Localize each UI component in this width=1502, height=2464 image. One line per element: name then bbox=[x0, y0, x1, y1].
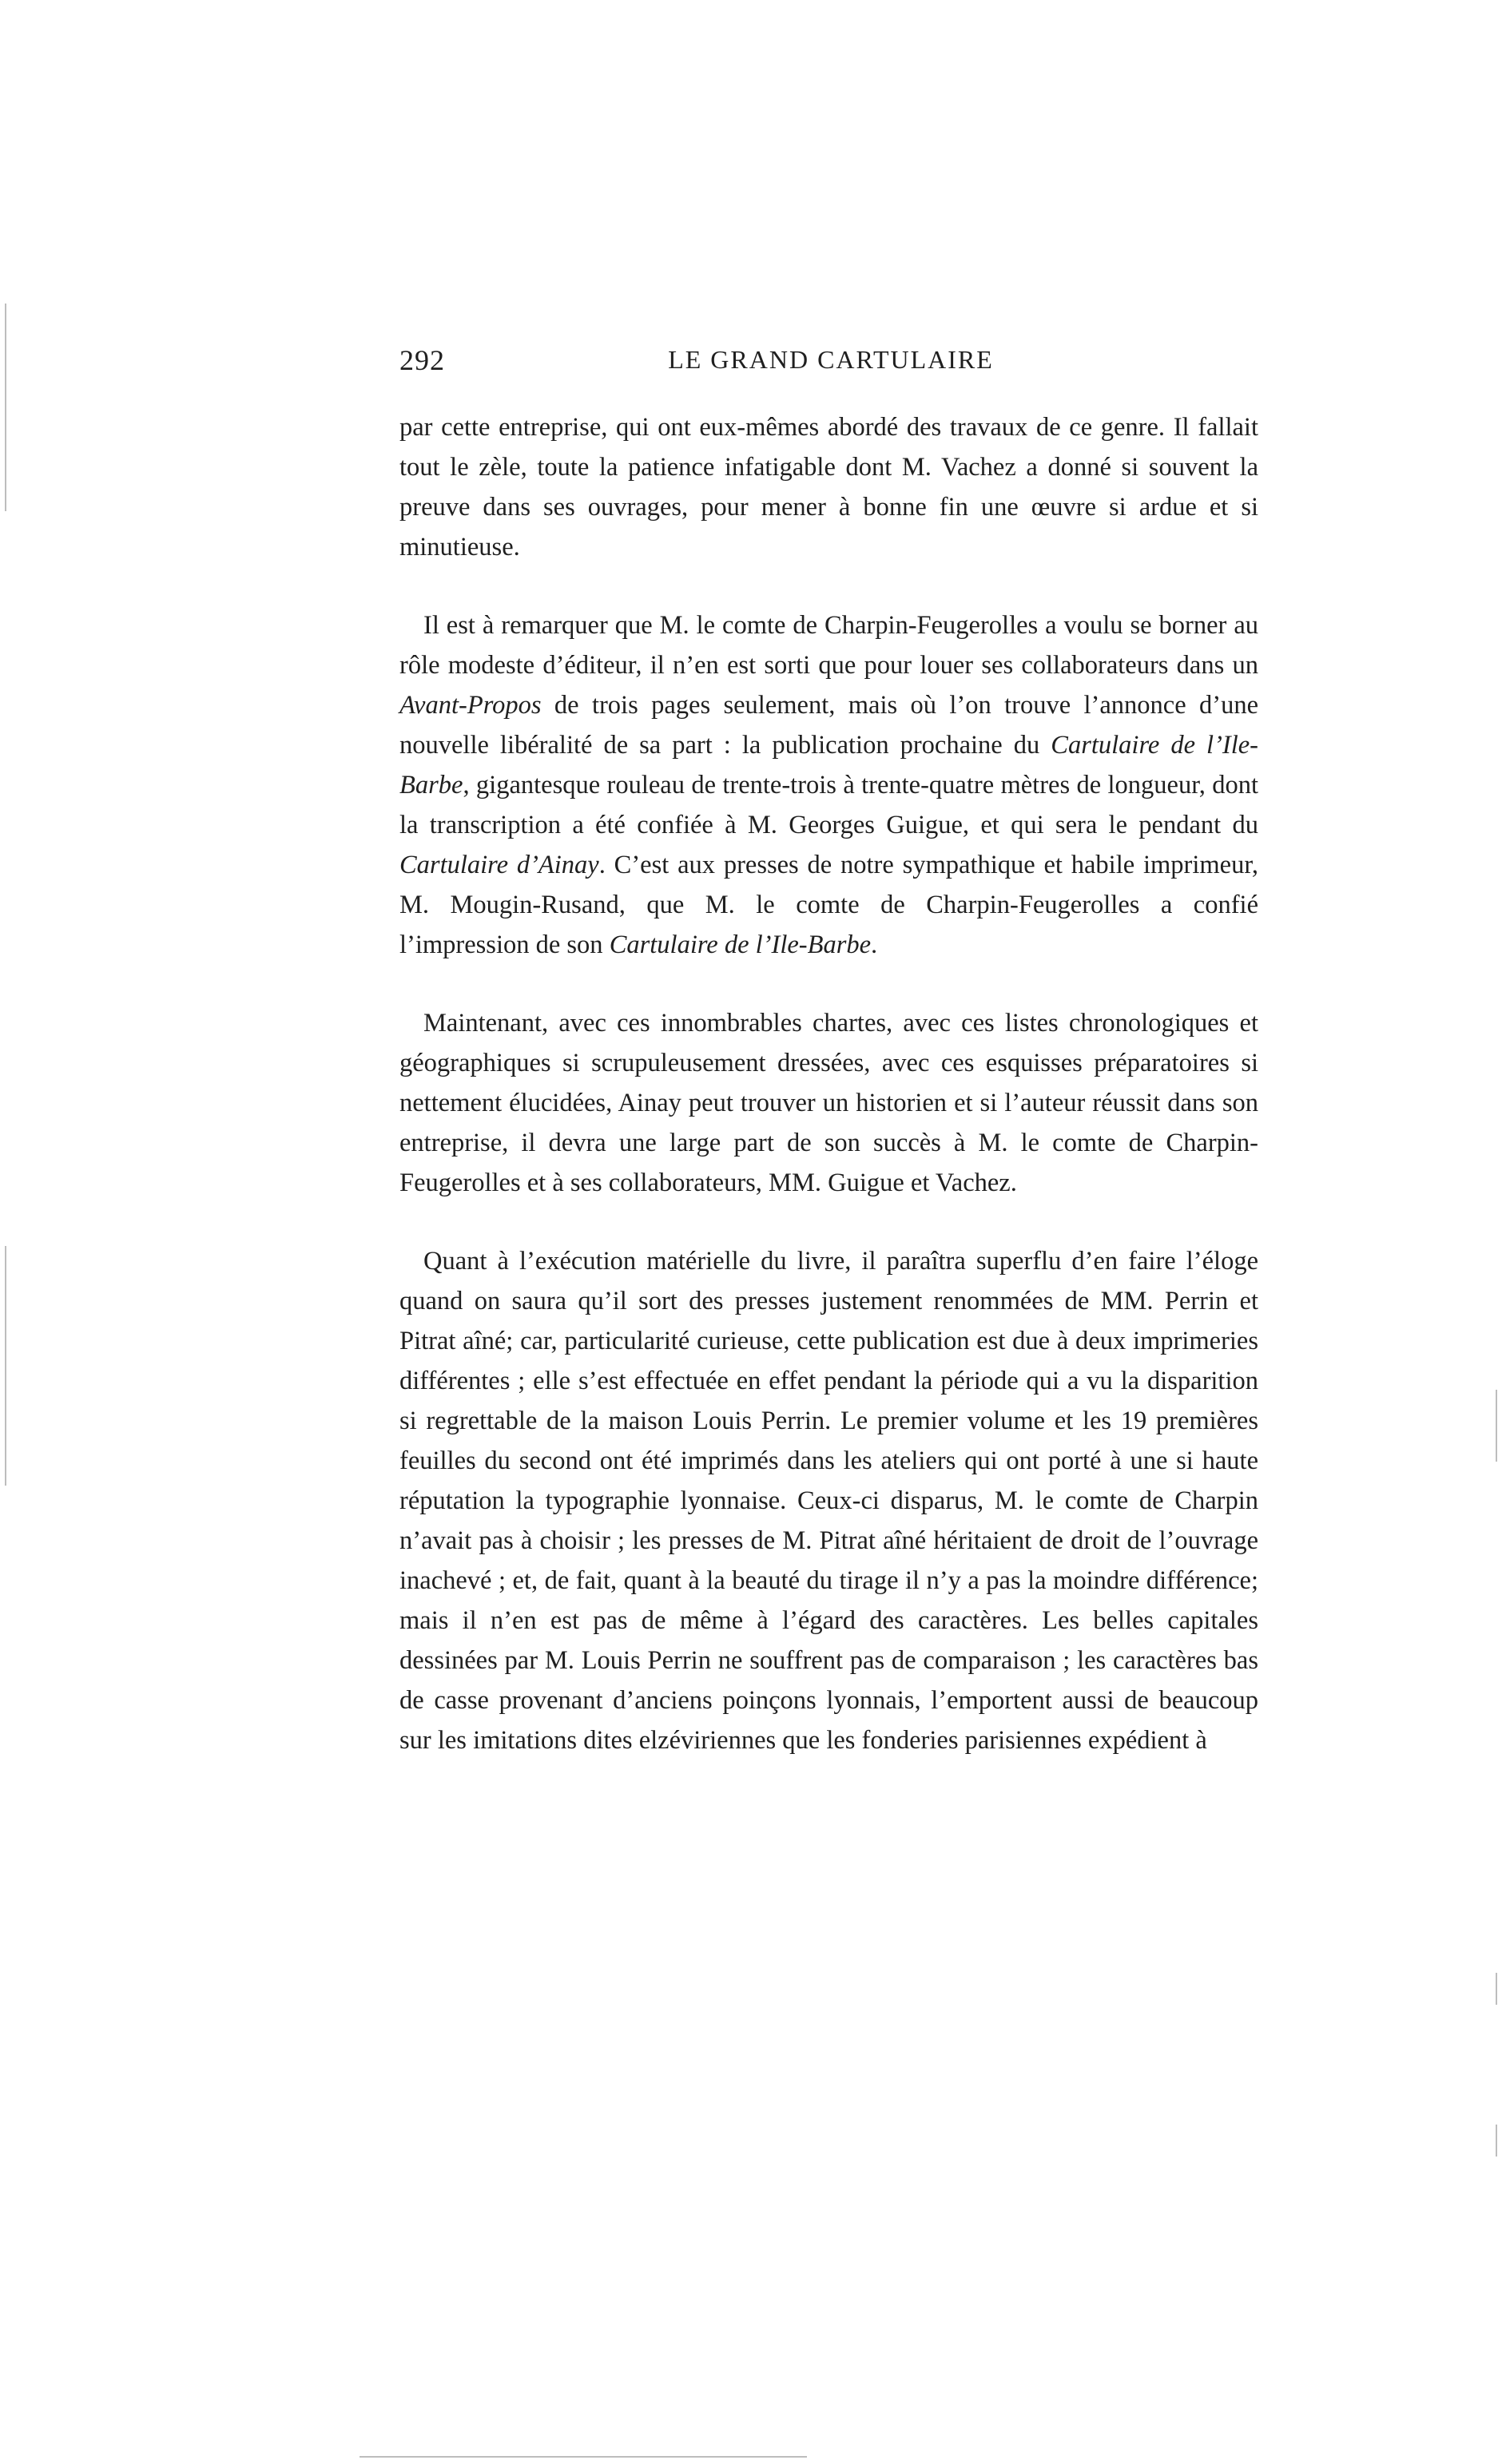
scan-edge-mark bbox=[5, 304, 6, 511]
paragraph bbox=[399, 407, 1258, 567]
paragraph-text: par cette entreprise, qui ont eux-mêmes abordé des travaux de ce genre. Il fallait tout le zèle, toute la patience infatigable dont M. Vachez a donné si souvent la preuve dans ses ouvrages, pour mener à bonne fin une œuvre si ardue et si minutieuse. bbox=[399, 413, 1258, 561]
paragraph-text: Il est à remarquer que M. le comte de Charpin-Feugerolles a voulu se borner au rôle modeste d’éditeur, il n’en est sorti que pour louer ses collaborateurs dans un bbox=[399, 611, 1258, 680]
paragraph-text: de trois pages seulement, mais où l’on trouve l’annonce d’une nouvelle libéralité de sa part : la publication prochaine du bbox=[399, 691, 1258, 760]
running-title: LE GRAND CARTULAIRE bbox=[668, 345, 994, 374]
paragraph bbox=[399, 1241, 1258, 1760]
scan-edge-mark bbox=[1496, 1390, 1497, 1462]
paragraph-text: Quant à l’exécution matérielle du livre, il paraîtra superflu d’en faire l’éloge quand on saura qu’il sort des presses justement renommées de MM. Perrin et Pitrat aîné; car, particularité curieuse, cette publication est due à deux imprimeries différentes ; elle s’est effectuée en effet pendant la période qui a vu la disparition si regrettable de la maison Louis Perrin. Le premier volume et les 19 premières feuilles du second ont été imprimés dans les ateliers qui ont porté à une si haute réputation la typographie lyonnaise. Ceux-ci disparus, M. le comte de Charpin n’avait pas à choisir ; les presses de M. Pitrat aîné héritaient de droit de l’ouvrage inachevé ; et, de fait, quant à la beauté du tirage il n’y a pas la moindre différence; mais il n’en est pas de même à l’égard des caractères. Les belles capitales dessinées par M. Louis Perrin ne souffrent pas de comparaison ; les caractères bas de casse provenant d’anciens poinçons lyonnais, l’emportent aussi de beaucoup sur les imitations dites elzéviriennes que les fonderies parisiennes expédient à bbox=[399, 1247, 1258, 1755]
paragraph-text: . C’est aux presses de notre sympathique et habile imprimeur, M. Mougin-Rusand, que M. le comte de Charpin-Feugerolles a confié l’impression de son bbox=[399, 851, 1258, 959]
body-text bbox=[399, 407, 1258, 1799]
paragraph-text: Maintenant, avec ces innombrables chartes, avec ces listes chronologiques et géographiques si scrupuleusement dressées, avec ces esquisses préparatoires si nettement élucidées, Ainay peut trouver un historien et si l’auteur réussit dans son entreprise, il devra une large part de son succès à M. le comte de Charpin-Feugerolles et à ses collaborateurs, MM. Guigue et Vachez. bbox=[399, 1009, 1258, 1197]
italic-title: Cartulaire d’Ainay bbox=[399, 851, 599, 879]
scan-edge-mark bbox=[360, 2456, 807, 2458]
paragraph-text: , gigantesque rouleau de trente-trois à trente-quatre mètres de longueur, dont la transcription a été confiée à M. Georges Guigue, et qui sera le pendant du bbox=[399, 771, 1258, 839]
paragraph-text: . bbox=[871, 930, 878, 959]
page-header bbox=[399, 343, 1262, 391]
page-number: 292 bbox=[399, 344, 445, 376]
italic-title: Avant-Propos bbox=[399, 691, 542, 720]
paragraph bbox=[399, 1003, 1258, 1203]
scan-edge-mark bbox=[5, 1246, 6, 1486]
scan-edge-mark bbox=[1496, 1973, 1497, 2005]
paragraph bbox=[399, 605, 1258, 965]
italic-title: Cartulaire de l’Ile-Barbe bbox=[399, 731, 1258, 800]
scan-edge-mark bbox=[1496, 2125, 1497, 2156]
italic-title: Cartulaire de l’Ile-Barbe bbox=[609, 930, 872, 959]
